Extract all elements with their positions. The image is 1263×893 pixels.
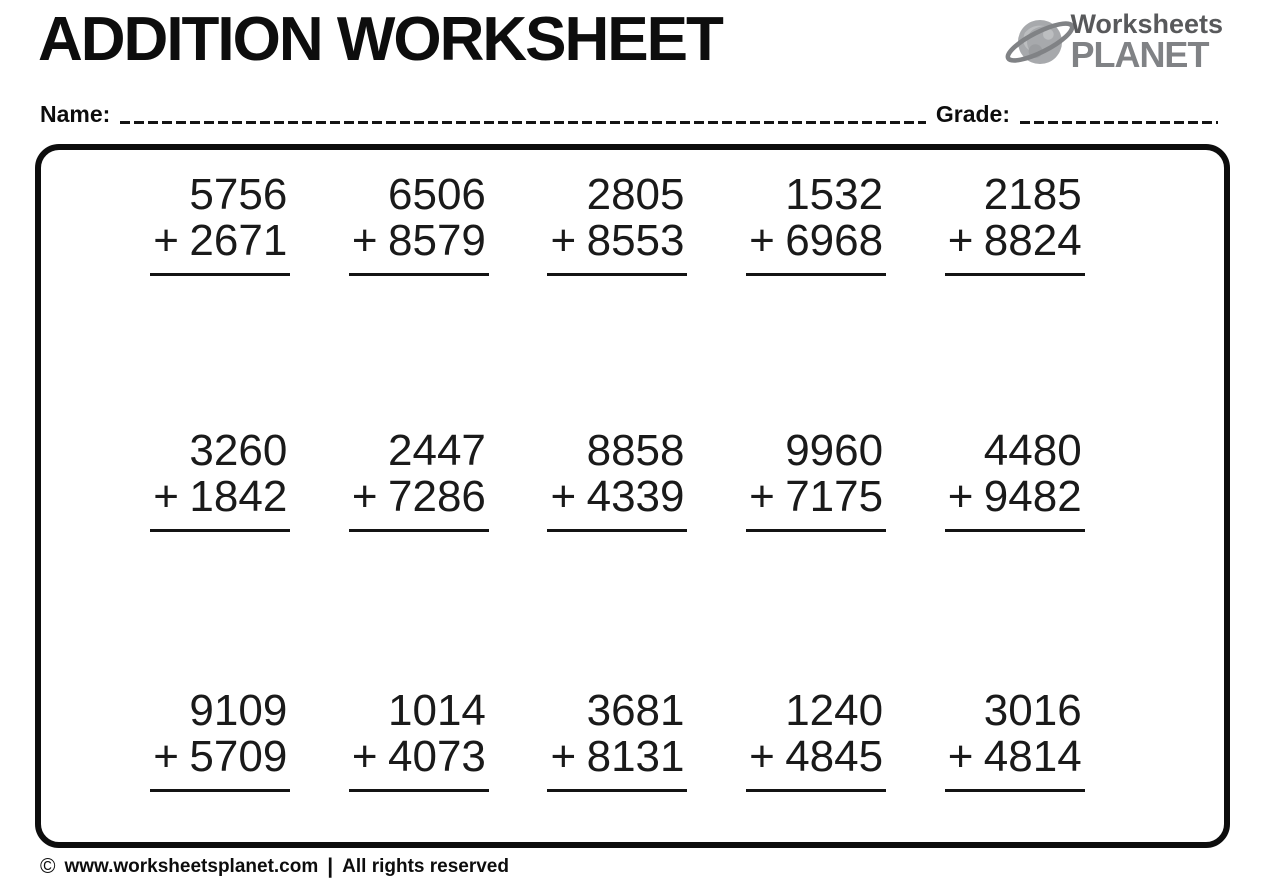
addend-bottom: 4339 [586, 472, 685, 522]
page-title: ADDITION WORKSHEET [38, 5, 722, 74]
addend-bottom: 1842 [189, 472, 288, 522]
addend-top: 4480 [983, 426, 1082, 475]
plus-operator: + [550, 216, 577, 266]
plus-operator: + [153, 216, 179, 266]
addend-top: 3016 [983, 686, 1082, 735]
plus-operator: + [351, 472, 378, 522]
footer [40, 855, 509, 879]
addition-problem-14 [746, 688, 886, 792]
problems-grid [41, 150, 1224, 792]
addition-problem-2 [349, 172, 489, 276]
addend-top: 6506 [388, 170, 486, 219]
addition-problem-5 [945, 172, 1085, 276]
grade-blank-line [1020, 121, 1218, 124]
addend-bottom: 8579 [388, 216, 486, 266]
addend-top: 1014 [388, 686, 486, 735]
name-blank-line [120, 121, 926, 124]
addend-top: 9960 [785, 426, 884, 475]
addition-problem-7 [349, 428, 489, 532]
addend-bottom: 9482 [983, 472, 1082, 522]
addend-top: 8858 [586, 426, 685, 475]
plus-operator: + [947, 472, 974, 522]
addend-bottom: 2671 [189, 216, 288, 266]
worksheets-planet-logo [1002, 4, 1223, 80]
addition-problem-8 [547, 428, 687, 532]
addition-problem-1 [150, 172, 290, 276]
logo-text [1070, 9, 1223, 76]
footer-separator: | [327, 855, 334, 878]
addition-problem-6 [150, 428, 290, 532]
addend-bottom: 4814 [983, 732, 1082, 782]
addend-bottom: 4073 [388, 732, 486, 782]
addend-top: 5756 [189, 170, 288, 219]
plus-operator: + [550, 732, 577, 782]
addend-top: 2185 [983, 170, 1082, 219]
plus-operator: + [153, 472, 179, 522]
addend-bottom: 8131 [586, 732, 685, 782]
addition-problem-15 [945, 688, 1085, 792]
addend-top: 3260 [189, 426, 288, 475]
addition-problem-11 [150, 688, 290, 792]
plus-operator: + [749, 732, 775, 782]
plus-operator: + [351, 732, 378, 782]
plus-operator: + [153, 732, 179, 782]
logo-planet-label: PLANET [1070, 34, 1209, 76]
problems-box [35, 144, 1230, 848]
footer-rights-text: All rights reserved [342, 856, 509, 877]
addend-bottom: 4845 [785, 732, 884, 782]
addition-problem-13 [547, 688, 687, 792]
addend-bottom: 6968 [785, 216, 884, 266]
plus-operator: + [947, 216, 974, 266]
name-grade-row [40, 101, 1218, 128]
addition-problem-10 [945, 428, 1085, 532]
addition-problem-12 [349, 688, 489, 792]
addend-top: 9109 [189, 686, 288, 735]
plus-operator: + [749, 472, 775, 522]
addend-top: 3681 [586, 686, 685, 735]
grade-label: Grade: [935, 101, 1010, 127]
addend-bottom: 7286 [388, 472, 486, 522]
plus-operator: + [550, 472, 577, 522]
planet-with-ring-icon [1002, 4, 1078, 80]
addend-bottom: 8553 [586, 216, 685, 266]
addend-bottom: 5709 [189, 732, 288, 782]
addition-problem-9 [746, 428, 886, 532]
addition-problem-3 [547, 172, 687, 276]
logo-worksheets-label: Worksheets [1070, 9, 1223, 40]
addend-top: 1240 [785, 686, 884, 735]
addend-bottom: 7175 [785, 472, 884, 522]
plus-operator: + [351, 216, 378, 266]
plus-operator: + [749, 216, 775, 266]
addend-top: 2805 [586, 170, 685, 219]
copyright-icon: © [40, 855, 56, 878]
name-label: Name: [40, 101, 111, 127]
addend-top: 1532 [785, 170, 884, 219]
addend-top: 2447 [388, 426, 486, 475]
addition-problem-4 [746, 172, 886, 276]
addend-bottom: 8824 [983, 216, 1082, 266]
plus-operator: + [947, 732, 974, 782]
footer-site-url: www.worksheetsplanet.com [64, 856, 319, 877]
